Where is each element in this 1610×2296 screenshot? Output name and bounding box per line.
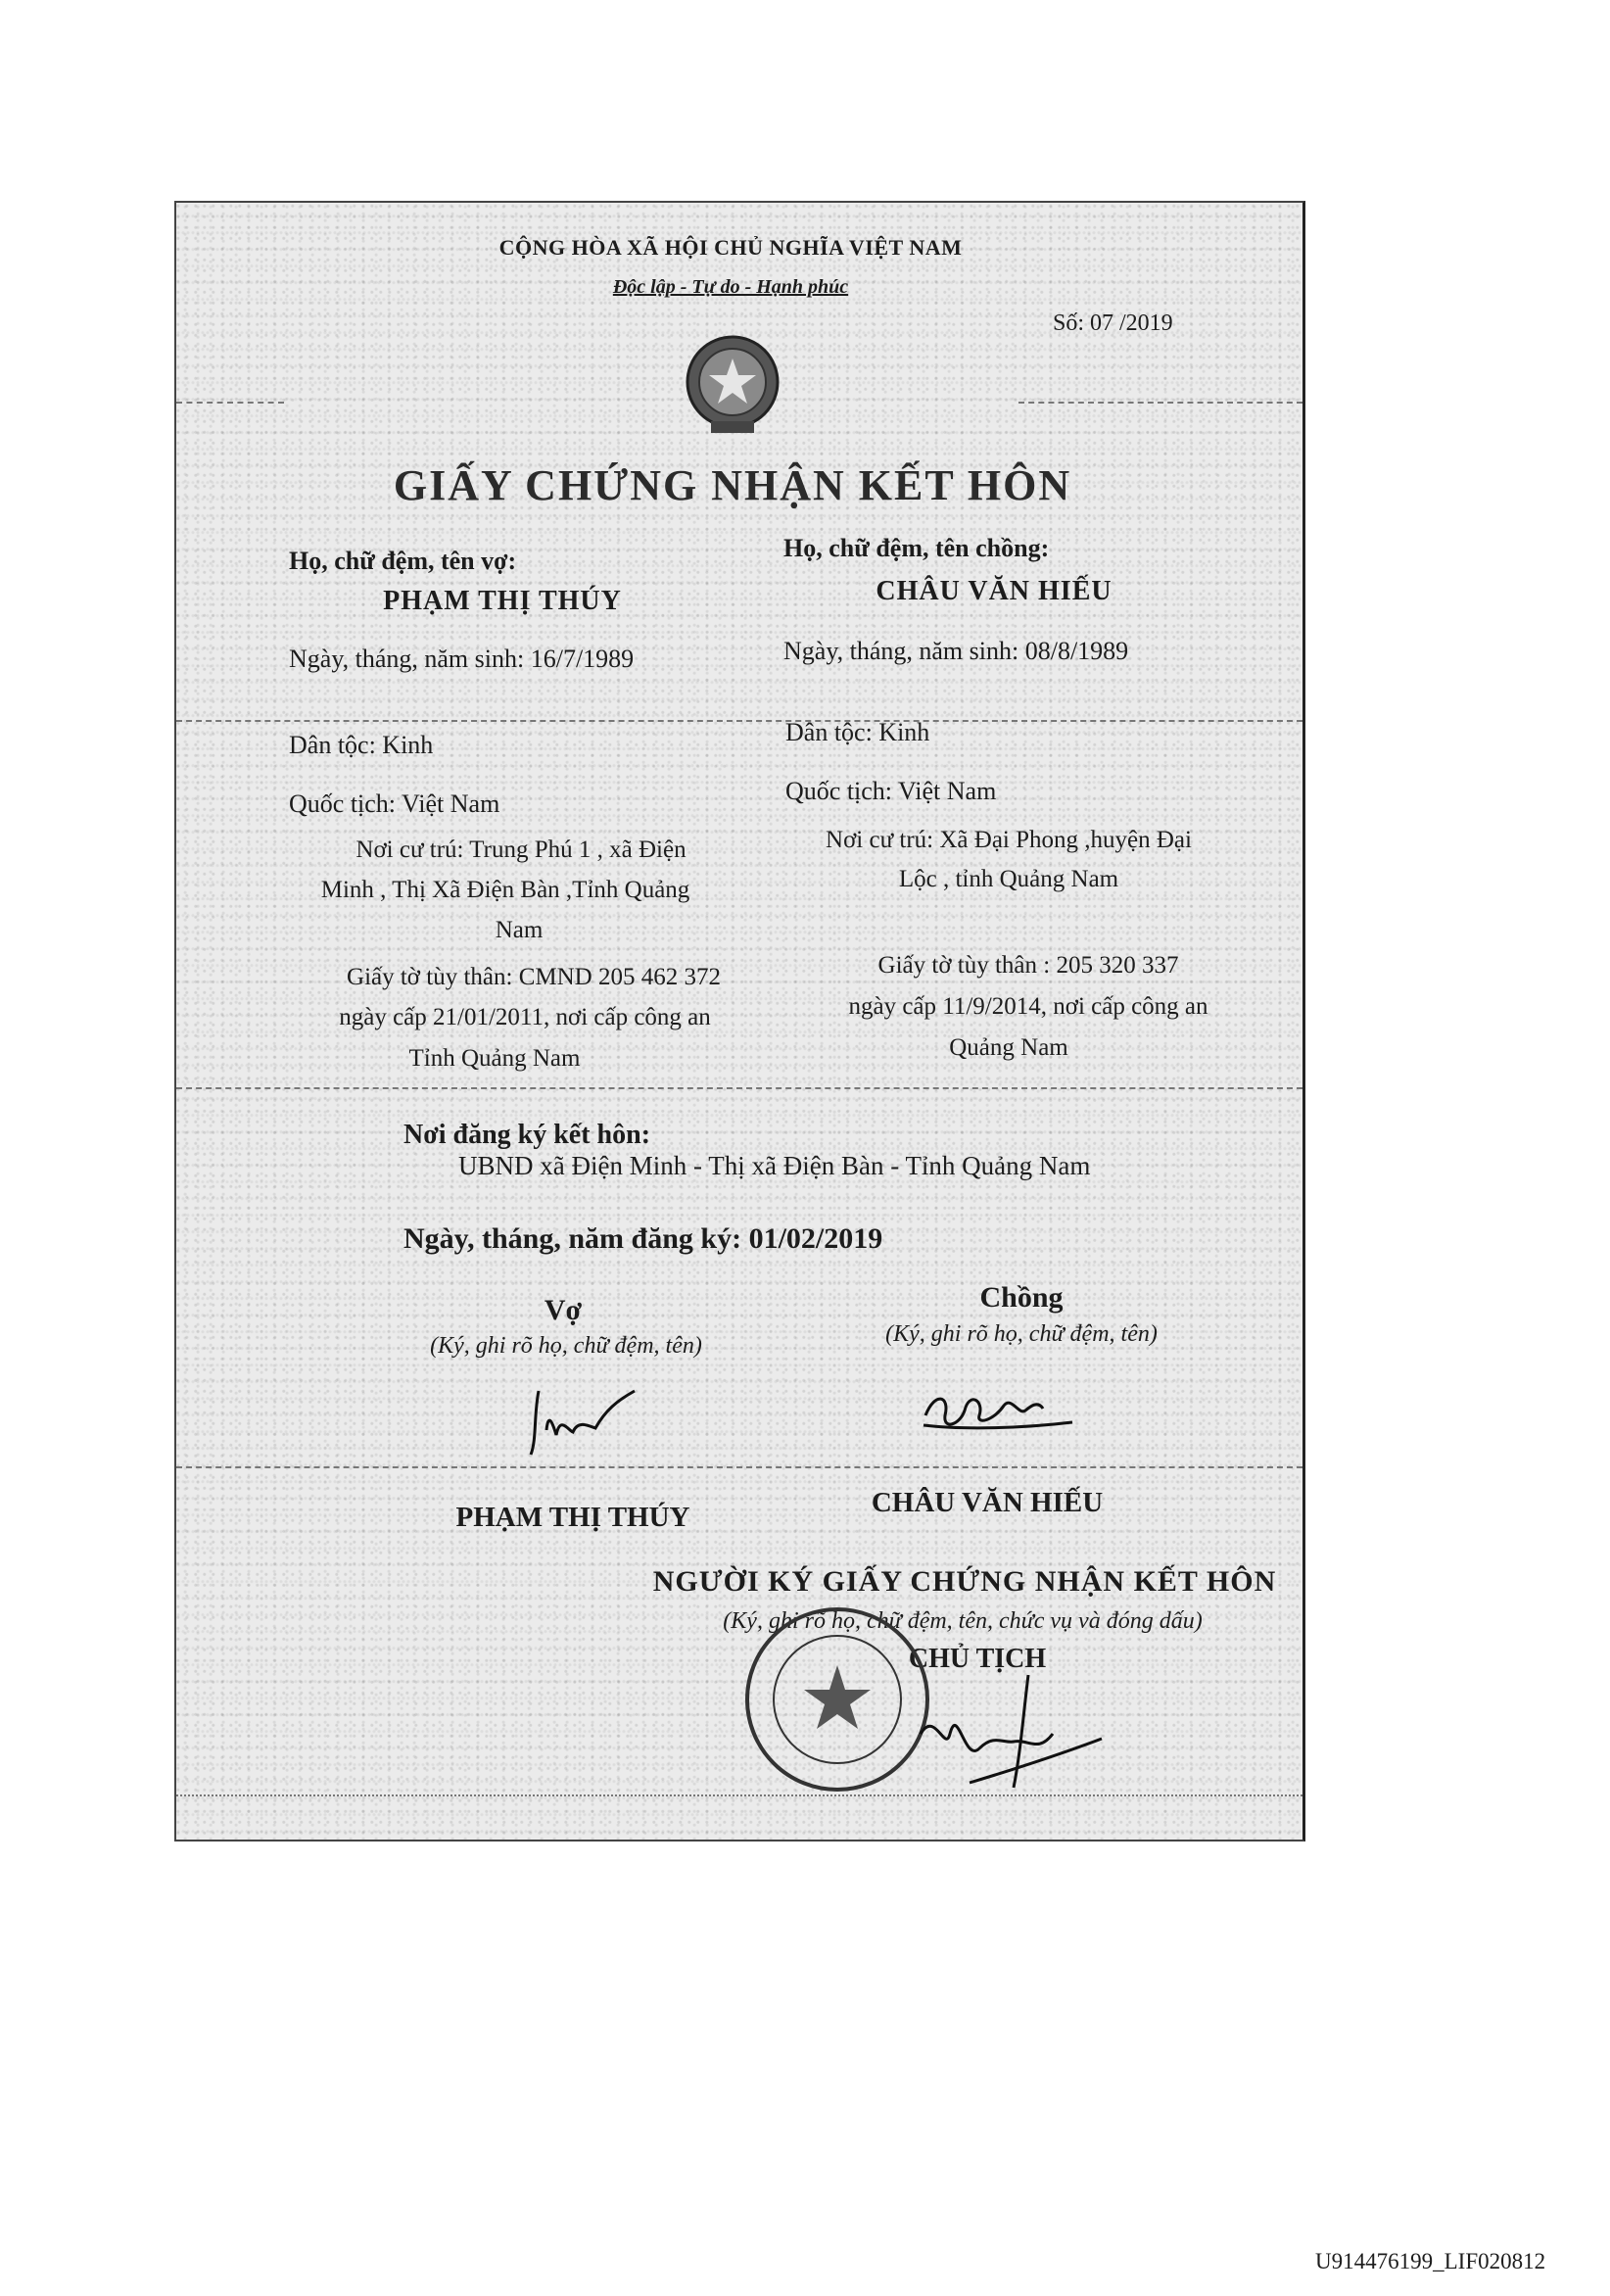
divider xyxy=(176,720,1302,722)
husband-residence-line-2: Lộc , tỉnh Quảng Nam xyxy=(898,866,1119,892)
husband-nationality: Quốc tịch: Việt Nam xyxy=(785,777,997,805)
wife-id-line-2: ngày cấp 21/01/2011, nơi cấp công an xyxy=(339,1004,711,1030)
husband-name: CHÂU VĂN HIẾU xyxy=(876,576,1113,606)
wife-residence-line-2: Minh , Thị Xã Điện Bàn ,Tỉnh Quảng xyxy=(320,877,690,903)
wife-role: Vợ xyxy=(544,1294,583,1326)
national-emblem-icon xyxy=(684,331,781,439)
nation-title: CỘNG HÒA XÃ HỘI CHỦ NGHĨA VIỆT NAM xyxy=(498,235,963,260)
wife-ethnicity: Dân tộc: Kinh xyxy=(289,731,434,759)
wife-dob: Ngày, tháng, năm sinh: 16/7/1989 xyxy=(289,645,635,673)
certificate-title: GIẤY CHỨNG NHẬN KẾT HÔN xyxy=(393,461,1072,509)
registration-date: Ngày, tháng, năm đăng ký: 01/02/2019 xyxy=(403,1222,883,1255)
wife-name: PHẠM THỊ THÚY xyxy=(383,586,622,616)
signer-title: NGƯỜI KÝ GIẤY CHỨNG NHẬN KẾT HÔN xyxy=(652,1565,1277,1598)
wife-name-label: Họ, chữ đệm, tên vợ: xyxy=(289,547,517,575)
husband-ethnicity: Dân tộc: Kinh xyxy=(785,718,930,746)
husband-id-line-1: Giấy tờ tùy thân : 205 320 337 xyxy=(877,952,1179,979)
husband-name-label: Họ, chữ đệm, tên chồng: xyxy=(783,534,1050,562)
signer-position: CHỦ TỊCH xyxy=(908,1644,1047,1674)
divider xyxy=(176,402,284,404)
registration-place-label: Nơi đăng ký kết hôn: xyxy=(403,1120,651,1150)
wife-printed-name: PHẠM THỊ THÚY xyxy=(455,1502,690,1533)
wife-residence-line-3: Nam xyxy=(495,917,544,943)
husband-residence-line-1: Nơi cư trú: Xã Đại Phong ,huyện Đại xyxy=(826,827,1192,853)
husband-dob: Ngày, tháng, năm sinh: 08/8/1989 xyxy=(783,637,1129,665)
divider xyxy=(176,1087,1302,1089)
wife-id-line-3: Tỉnh Quảng Nam xyxy=(408,1045,581,1072)
signer-hint: (Ký, ghi rõ họ, chữ đệm, tên, chức vụ và đóng dấu) xyxy=(723,1608,1203,1634)
chairman-signature-icon xyxy=(911,1665,1107,1802)
divider xyxy=(1018,402,1302,404)
husband-printed-name: CHÂU VĂN HIẾU xyxy=(871,1487,1104,1518)
wife-residence-line-1: Nơi cư trú: Trung Phú 1 , xã Điện xyxy=(355,837,687,863)
motto: Độc lập - Tự do - Hạnh phúc xyxy=(612,276,849,298)
wife-nationality: Quốc tịch: Việt Nam xyxy=(289,789,500,818)
husband-sign-hint: (Ký, ghi rõ họ, chữ đệm, tên) xyxy=(885,1321,1158,1347)
registration-place: UBND xã Điện Minh - Thị xã Điện Bàn - Tỉnh Quảng Nam xyxy=(458,1151,1091,1180)
husband-id-line-2: ngày cấp 11/9/2014, nơi cấp công an xyxy=(848,993,1208,1020)
wife-sign-hint: (Ký, ghi rõ họ, chữ đệm, tên) xyxy=(430,1333,702,1359)
husband-signature-icon xyxy=(916,1371,1082,1440)
divider xyxy=(176,1466,1302,1468)
wife-signature-icon xyxy=(519,1371,646,1459)
document-code: U914476199_LIF020812 xyxy=(1315,2249,1546,2273)
wife-id-line-1: Giấy tờ tùy thân: CMND 205 462 372 xyxy=(347,964,721,990)
husband-role: Chồng xyxy=(979,1281,1064,1314)
husband-id-line-3: Quảng Nam xyxy=(949,1034,1068,1061)
official-seal-icon xyxy=(739,1597,935,1802)
certificate-number: Số: 07 /2019 xyxy=(1053,311,1173,336)
